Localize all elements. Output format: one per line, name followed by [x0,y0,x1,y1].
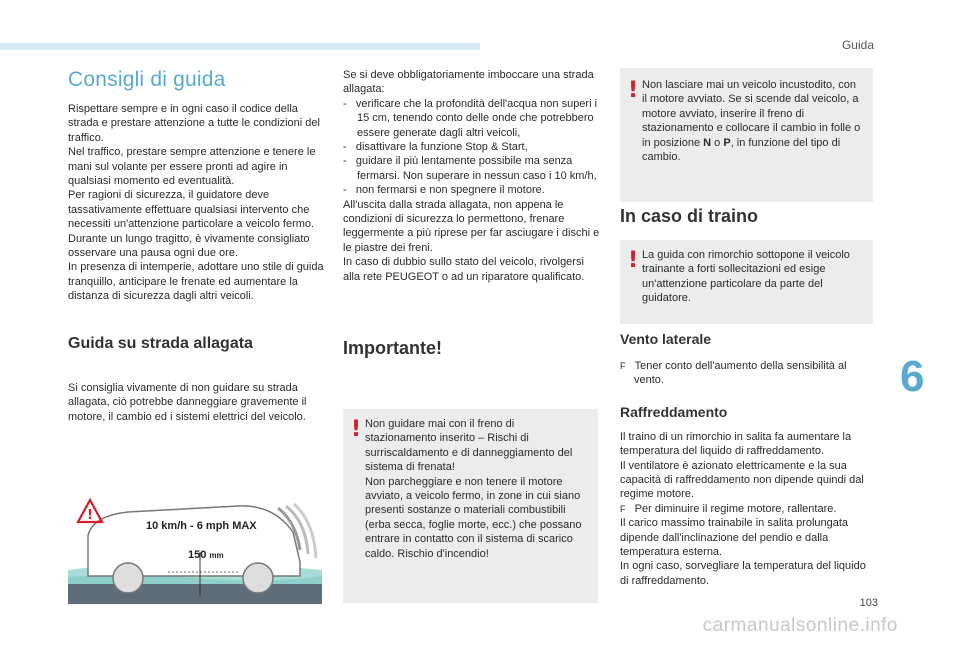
towing-heading: In caso di traino [620,206,759,226]
flood-paragraph: Si consiglia vivamente di non guidare su strada allagata, ciò potrebbe danneggiare gravemente il motore, il cambio ed i sistemi elettrici del veicolo. [68,381,307,423]
flood-heading: Guida su strada allagata [68,334,253,352]
flood-list-item-3: - guidare il più lentamente possibile ma senza fermarsi. Non superare in nessun caso i 10 km/h, [343,155,597,182]
intro-paragraph-3: Per ragioni di sicurezza, il guidatore deve tassativamente effettuare qualsiasi intervento che necessiti un'attenzione particolare a veicolo fermo. [68,189,315,231]
depth-value: 150 [188,549,207,561]
towing-warning-box [620,240,873,324]
flood-intro: Se si deve obbligatoriamente imboccare una strada allagata: [343,69,594,96]
arrow-icon: F [620,503,626,514]
depth-label [188,549,224,561]
page-title: Consigli di guida [68,68,226,91]
section-label: Guida [841,38,874,52]
crosswind-item: F Tener conto dell'aumento della sensibilità al vento. [620,360,847,387]
important-heading: Importante! [343,338,442,359]
page-number: 103 [859,597,878,609]
watermark: carmanualsonline.info [702,615,898,636]
intro-paragraph-5: In presenza di intemperie, adottare uno stile di guida tranquillo, anticipare le frenate ed aumentare la distanza di sicurezza dagli altri veicoli. [68,261,324,303]
unattended-warning-text: Non lasciare mai un veicolo incustodito, con il motore avviato. Se si scende dal veicolo, a motore avviato, inserire il freno di stazionamento e collocare il cambio in folle o in posizione N o P, in funzione del tipo di cambio. [642,79,861,164]
list-dash: - [343,184,347,197]
unattended-warning-box [620,68,873,202]
cooling-item: F Per diminuire il regime motore, rallentare. [620,502,837,515]
column-middle [343,68,601,359]
important-warning-box [343,409,598,603]
list-dash: - [343,155,347,168]
cooling-heading: Raffreddamento [620,403,728,420]
warning-icon: ! [628,78,639,103]
towing-warning-text: La guida con rimorchio sottopone il veicolo trainante a forti sollecitazioni ed esige un'attenzione particolare da parte del guidatore. [642,249,850,305]
speed-limit-label: 10 km/h - 6 mph MAX [146,520,257,532]
important-warning-text: Non guidare mai con il freno di stazionamento inserito – Rischi di surriscaldamento e di danneggiamento del sistema di frenata! Non parcheggiare e non tenere il motore avviato, a veicolo fermo, in zone in cui siano presenti sostanze o materiali combustibili (erba secca, foglie morte, ecc.) che possano entrare in contatto con il sistema di scarico caldo. Rischio d'incendio! [365,418,582,560]
column-left [68,68,324,424]
flooded-road-illustration [68,492,322,604]
arrow-icon: F [620,361,626,371]
header-band [0,43,480,50]
flood-list-item-1: - verificare che la profondità dell'acqua non superi i 15 cm, tenendo conto delle onde che potrebbero essere generate dagli altri veicoli, [343,97,598,139]
flood-list-item-4: - non fermarsi e non spegnere il motore. [343,184,545,197]
flood-list-item-2: - disattivare la funzione Stop & Start, [343,141,528,154]
svg-text:!: ! [87,508,93,523]
warning-icon: ! [628,248,639,273]
list-dash: - [343,141,347,154]
depth-unit: mm [209,551,224,560]
warning-icon: ! [351,417,362,442]
cooling-text: Il traino di un rimorchio in salita fa aumentare la temperatura del liquido di raffreddamento. Il ventilatore è azionato elettricamente e la sua capacità di raffreddamento non dipende quindi dal regime motore. F Per diminuire il regime motore, rallentare. Il carico massimo trainabile in salita prolungata dipende dall'inclinazione del pendio e dalla temperatura esterna. In ogni caso, sorvegliare la temperatura del liquido di raffreddamento. [620,430,876,588]
flood-after-1: All'uscita dalla strada allagata, non appena le condizioni di sicurezza lo permettono, frenare leggermente a più riprese per far asciugare i dischi e le piastre dei freni. [343,198,600,254]
flood-after-2: In caso di dubbio sullo stato del veicolo, rivolgersi alla rete PEUGEOT o ad un riparatore qualificato. [343,256,585,283]
column-right [620,331,876,588]
list-dash: - [343,97,347,110]
intro-paragraph-4: Durante un lungo tragitto, è vivamente consigliato osservare una pausa ogni due ore. [68,232,310,260]
intro-paragraph-2: Nel traffico, prestare sempre attenzione e tenere le mani sul volante per essere pronti ad agire in qualsiasi momento ed eventualità. [68,146,316,188]
chapter-number: 6 [900,352,925,401]
intro-paragraph-1: Rispettare sempre e in ogni caso il codice della strada e prestare attenzione a tutte le condizioni del traffico. [68,103,320,144]
crosswind-heading: Vento laterale [620,331,712,347]
